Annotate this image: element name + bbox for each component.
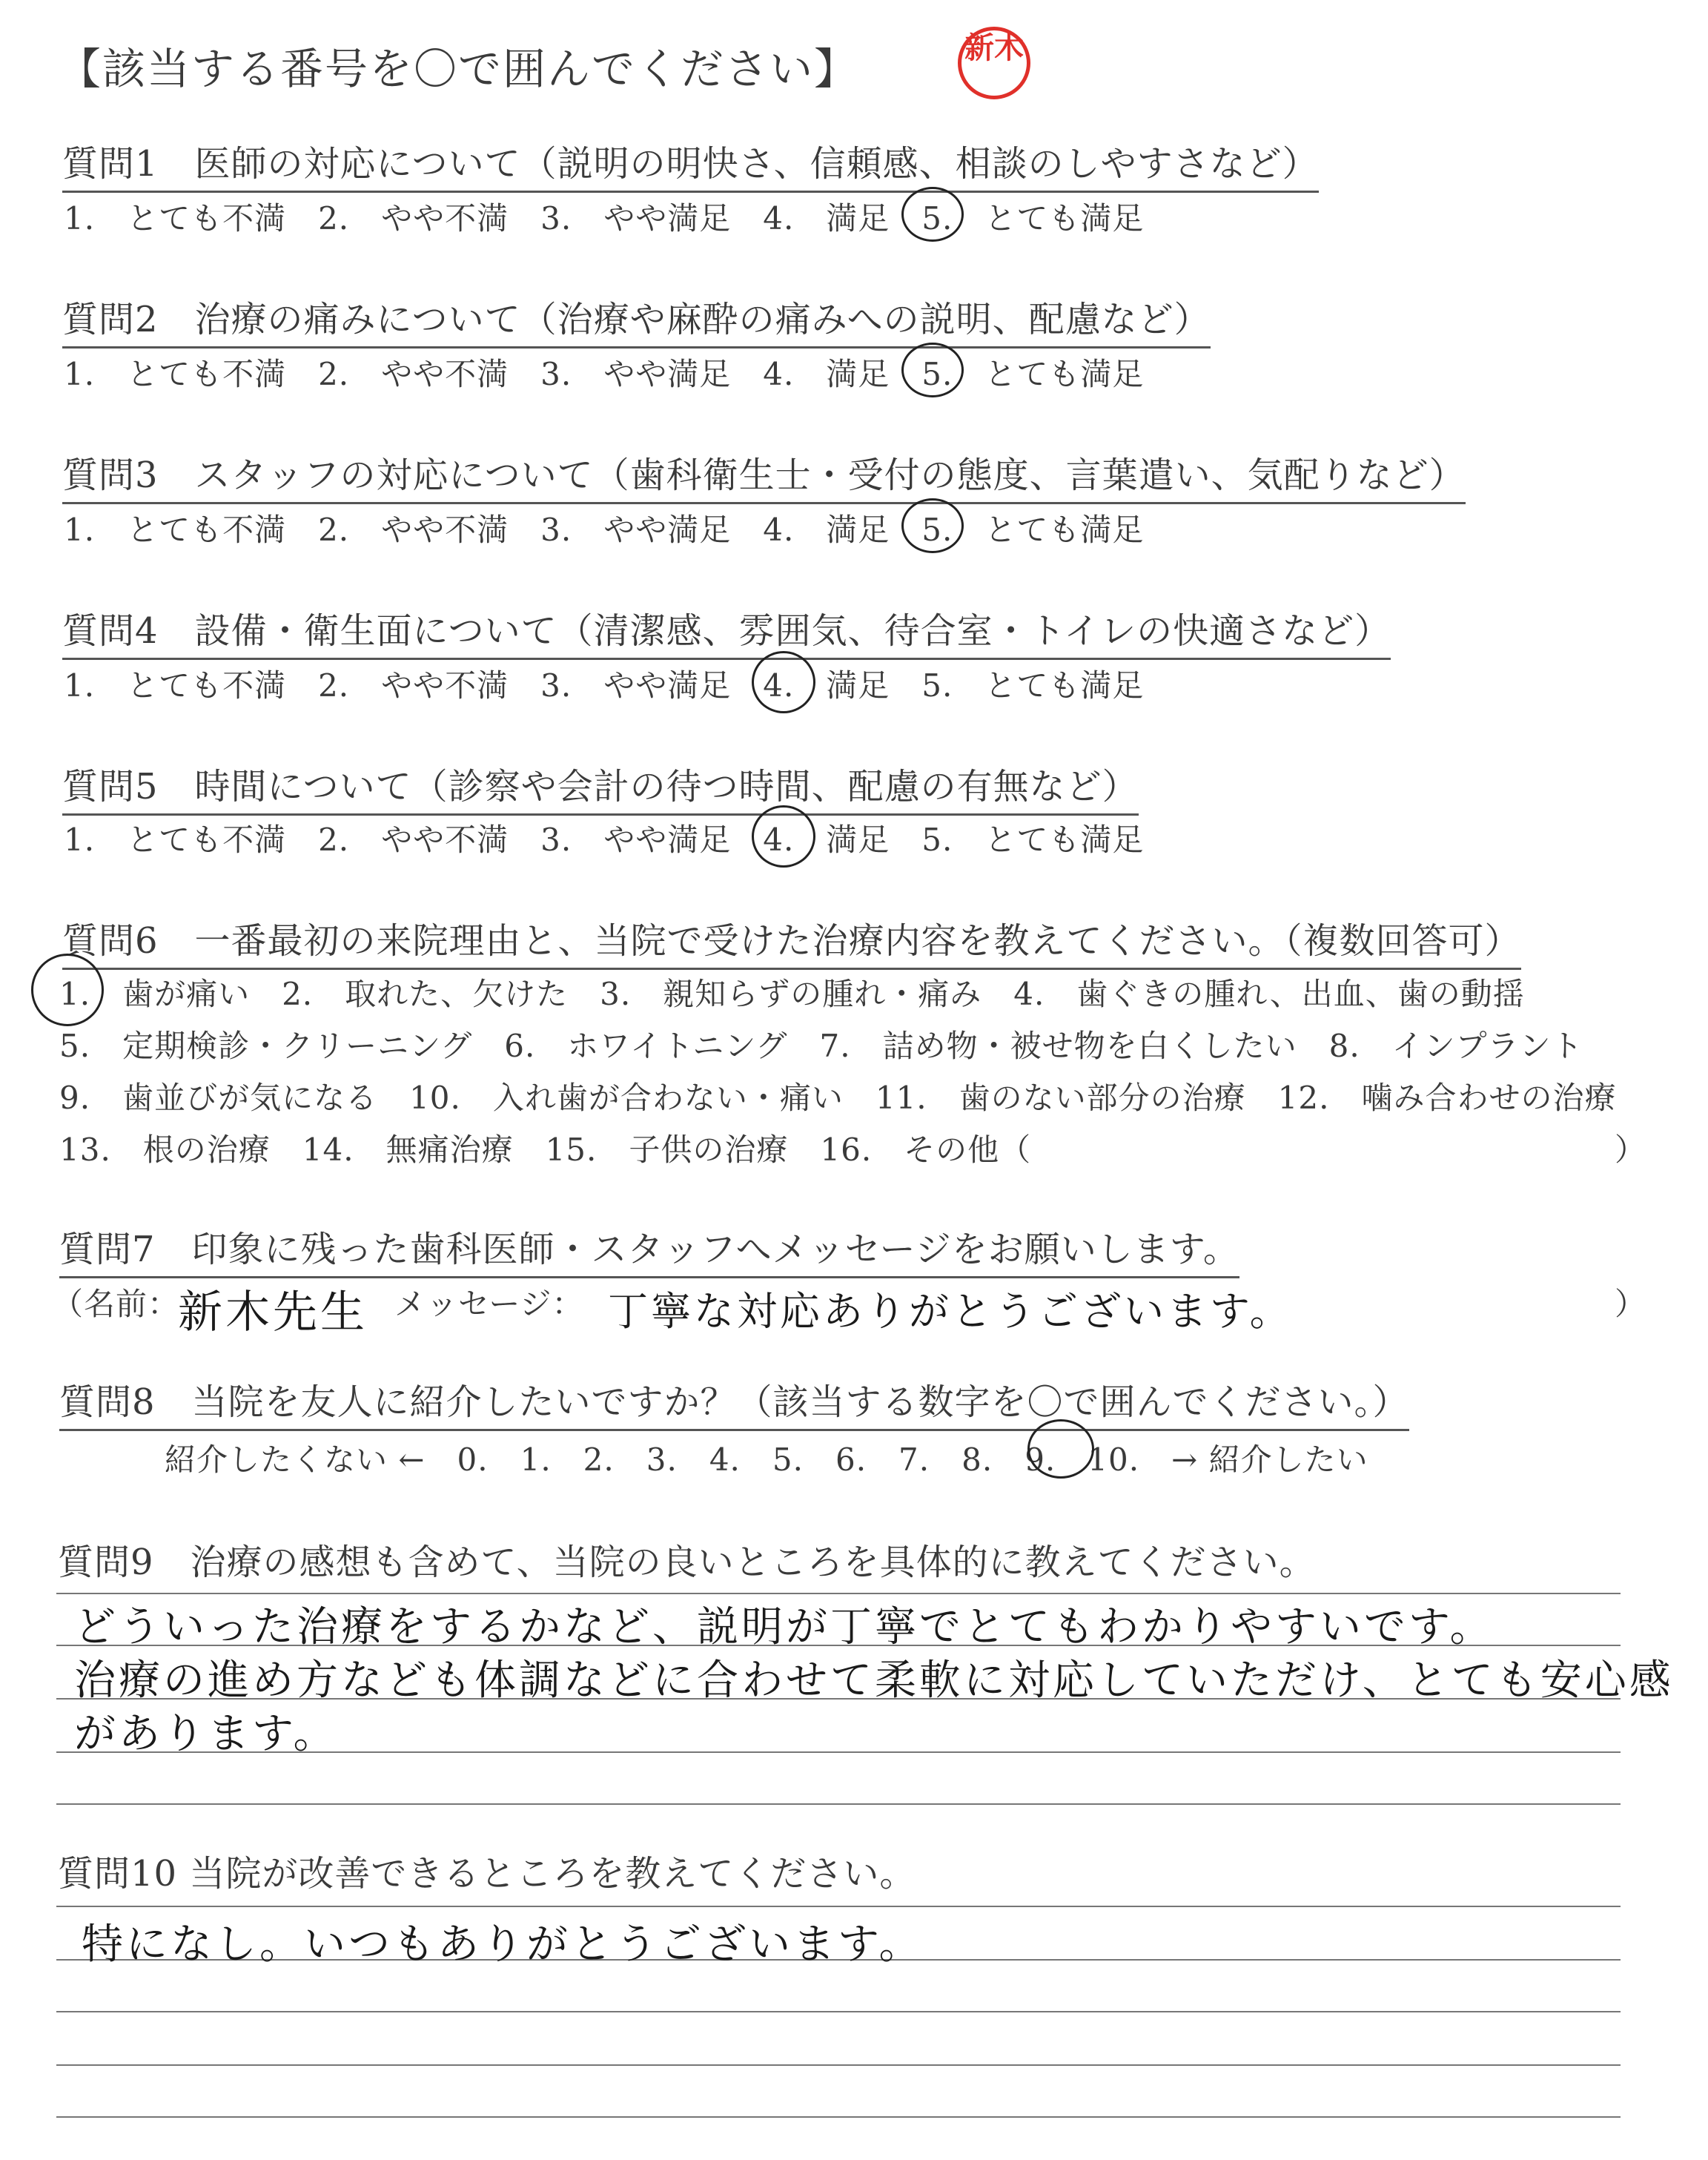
q6-options-row3[interactable]: 9. 歯並びが気になる 10. 入れ歯が合わない・痛い 11. 歯のない部分の治療 12. 噛み合わせの治療 bbox=[59, 1080, 1617, 1116]
page-header: 【該当する番号を〇で囲んでください】 bbox=[58, 44, 859, 94]
q10-rule-1 bbox=[56, 1906, 1621, 1907]
q1-selected-circle bbox=[901, 187, 964, 242]
q6-options-row1[interactable]: 1. 歯が痛い 2. 取れた、欠けた 3. 親知らずの腫れ・痛み 4. 歯ぐきの腫れ、出血、歯の動揺 bbox=[59, 976, 1525, 1012]
q9-answer-line-2[interactable]: 治療の進め方なども体調などに合わせて柔軟に対応していただけ、とても安心感 bbox=[74, 1657, 1674, 1705]
q7-message-value[interactable]: 丁寧な対応ありがとうございます。 bbox=[608, 1288, 1293, 1335]
q2-selected-circle bbox=[901, 343, 964, 397]
q5-title: 質問5 時間について（診察や会計の待つ時間、配慮の有無など） bbox=[62, 758, 1139, 816]
q10-title: 質問10 当院が改善できるところを教えてください。 bbox=[58, 1853, 916, 1895]
q1-title: 質問1 医師の対応について（説明の明快さ、信頼感、相談のしやすさなど） bbox=[62, 135, 1319, 193]
q2-options[interactable]: 1. とても不満 2. やや不満 3. やや満足 4. 満足 5. とても満足 bbox=[64, 356, 1145, 392]
q9-title: 質問9 治療の感想も含めて、当院の良いところを具体的に教えてください。 bbox=[58, 1542, 1316, 1583]
q6-options-row4[interactable]: 13. 根の治療 14. 無痛治療 15. 子供の治療 16. その他（ bbox=[59, 1132, 1032, 1168]
q7-title: 質問7 印象に残った歯科医師・スタッフへメッセージをお願いします。 bbox=[59, 1221, 1239, 1278]
q9-answer-line-1[interactable]: どういった治療をするかなど、説明が丁寧でとてもわかりやすいです。 bbox=[74, 1603, 1494, 1651]
q10-answer-line-1[interactable]: 特になし。いつもありがとうございます。 bbox=[82, 1920, 924, 1969]
q5-options[interactable]: 1. とても不満 2. やや不満 3. やや満足 4. 満足 5. とても満足 bbox=[64, 822, 1145, 858]
q9-answer-line-3[interactable]: があります。 bbox=[74, 1710, 338, 1758]
q2-title: 質問2 治療の痛みについて（治療や麻酔の痛みへの説明、配慮など） bbox=[62, 291, 1211, 349]
q6-title: 質問6 一番最初の来院理由と、当院で受けた治療内容を教えてください。（複数回答可） bbox=[62, 912, 1521, 970]
q4-selected-circle bbox=[752, 651, 815, 713]
q8-title: 質問8 当院を友人に紹介したいですか？（該当する数字を〇で囲んでください。） bbox=[59, 1373, 1409, 1431]
q6-other-close: ） bbox=[1615, 1132, 1647, 1168]
q7-message-label: メッセージ： bbox=[394, 1286, 584, 1322]
q7-name-value[interactable]: 新木先生 bbox=[178, 1287, 368, 1338]
q5-selected-circle bbox=[752, 805, 815, 868]
q8-selected-circle bbox=[1027, 1419, 1094, 1479]
q6-options-row2[interactable]: 5. 定期検診・クリーニング 6. ホワイトニング 7. 詰め物・被せ物を白くしたい 8. インプラント bbox=[59, 1028, 1583, 1064]
q4-options[interactable]: 1. とても不満 2. やや不満 3. やや満足 4. 満足 5. とても満足 bbox=[64, 667, 1145, 704]
stamp-seal: 新木 bbox=[958, 27, 1030, 99]
q10-rule-4 bbox=[56, 2064, 1621, 2066]
q1-options[interactable]: 1. とても不満 2. やや不満 3. やや満足 4. 満足 5. とても満足 bbox=[64, 200, 1145, 237]
q7-close: ） bbox=[1615, 1286, 1647, 1322]
q6-selected-circle bbox=[31, 954, 104, 1026]
q3-options[interactable]: 1. とても不満 2. やや不満 3. やや満足 4. 満足 5. とても満足 bbox=[64, 512, 1145, 548]
q3-selected-circle bbox=[901, 498, 964, 553]
q10-rule-3 bbox=[56, 2011, 1621, 2012]
q8-scale[interactable]: 紹介したくない ← 0. 1. 2. 3. 4. 5. 6. 7. 8. 9. 10. → 紹介したい bbox=[165, 1441, 1368, 1478]
q9-rule-5 bbox=[56, 1803, 1621, 1805]
q10-rule-5 bbox=[56, 2116, 1621, 2118]
q7-name-label: （名前： bbox=[52, 1286, 180, 1322]
q3-title: 質問3 スタッフの対応について（歯科衛生士・受付の態度、言葉遣い、気配りなど） bbox=[62, 446, 1466, 504]
q4-title: 質問4 設備・衛生面について（清潔感、雰囲気、待合室・トイレの快適さなど） bbox=[62, 602, 1391, 660]
